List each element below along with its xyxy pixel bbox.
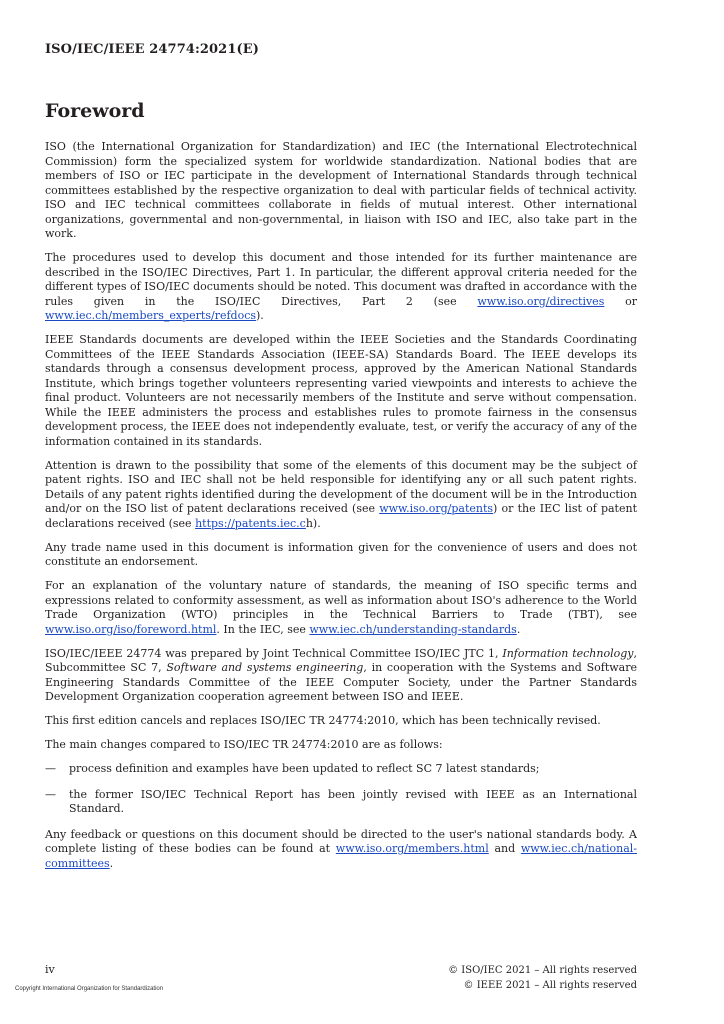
paragraph-feedback	[45, 828, 637, 872]
paragraph-text: The procedures used to develop this document and those intended for its further maintenance are described in the ISO/IEC Directives, Part 1. In particular, the different approval criteria needed for the different types of ISO/IEC documents should be noted. This document was drafted in accordance with the rules given in the ISO/IEC Directives, Part 2 (see	[45, 251, 637, 308]
link-iec-national-committees[interactable]: www.iec.ch/national-committees	[45, 842, 637, 870]
paragraph-main-changes: The main changes compared to ISO/IEC TR 24774:2010 are as follows:	[45, 738, 443, 751]
paragraph-text: .	[516, 622, 521, 636]
paragraph-text: ISO/IEC/IEEE 24774 was prepared by Joint Technical Committee ISO/IEC JTC 1,	[45, 646, 503, 660]
list-item	[45, 762, 637, 777]
paragraph-prepared-by	[45, 647, 637, 705]
document-id-header: ISO/IEC/IEEE 24774:2021(E)	[45, 42, 259, 57]
paragraph-text: Attention is drawn to the possibility that some of the elements of this document may be the subject of patent rights. ISO and IEC shall not be held responsible for identifying any or all such patent rights. Details of any patent rights identified during the development of the document will be in the Introduction and/or on the ISO list of patent declarations received (see	[45, 458, 637, 515]
paragraph-ieee: IEEE Standards documents are developed within the IEEE Societies and the Standards Coordinating Committees of the IEEE Standards Association (IEEE-SA) Standards Board. The IEEE develops its standards through a consensus development process, approved by the American National Standards Institute, which brings together volunteers representing varied viewpoints and interests to achieve the final product. Volunteers are not necessarily members of the Institute and serve without compensation. While the IEEE administers the process and establishes rules to promote fairness in the consensus development process, the IEEE does not independently evaluate, test, or verify the accuracy of any of the information contained in its standards.	[45, 333, 637, 448]
dash-bullet: —	[45, 762, 56, 775]
dash-bullet: —	[45, 787, 56, 801]
page-title: Foreword	[45, 100, 145, 122]
paragraph-text: h).	[305, 516, 321, 530]
paragraph-text: ) or the IEC list of patent declarations received (see	[45, 502, 637, 530]
copyright-watermark: Copyright International Organization for Standardization	[15, 986, 164, 992]
emphasis-text: Information technology	[502, 646, 634, 660]
link-iec-understanding-standards[interactable]: www.iec.ch/understanding-standards	[309, 622, 517, 636]
paragraph-trade-name: Any trade name used in this document is information given for the convenience of users and does not constitute an endorsement.	[45, 540, 637, 568]
link-iec-patents[interactable]: https://patents.iec.c	[195, 516, 306, 530]
paragraph-text: Any feedback or questions on this document should be directed to the user's national standards body. A complete listing of these bodies can be found at	[45, 827, 637, 855]
paragraph-first-edition: This first edition cancels and replaces ISO/IEC TR 24774:2010, which has been technically revised.	[45, 714, 601, 727]
link-iso-members[interactable]: www.iso.org/members.html	[335, 842, 489, 855]
paragraph-voluntary	[45, 579, 637, 637]
paragraph-procedures	[45, 251, 637, 324]
paragraph-text: , in cooperation with the Systems and Software Engineering Standards Committee of the IEEE Computer Society, under the Partner Standards Development Organization cooperation agreement between ISO and IEEE.	[45, 661, 637, 703]
paragraph-text: For an explanation of the voluntary nature of standards, the meaning of ISO specific terms and expressions related to conformity assessment, as well as information about ISO's adherence to the World Trade Organization (WTO) principles in the Technical Barriers to Trade (TBT), see	[45, 579, 637, 621]
link-iso-foreword[interactable]: www.iso.org/iso/foreword.html	[45, 622, 217, 636]
copyright-iso: © ISO/IEC 2021 – All rights reserved	[448, 965, 637, 976]
paragraph-patents	[45, 459, 637, 532]
link-iec-refdocs[interactable]: www.iec.ch/members_experts/refdocs	[45, 309, 257, 322]
paragraph-iso-iec: ISO (the International Organization for Standardization) and IEC (the International Electrotechnical Commission) form the specialized system for worldwide standardization. National bodies that are members of ISO or IEC participate in the development of International Standards through technical committees established by the respective organization to deal with particular fields of technical activity. ISO and IEC technical committees collaborate in fields of mutual interest. Other international organizations, governmental and non-governmental, in liaison with ISO and IEC, also take part in the work.	[45, 140, 637, 240]
link-iso-patents[interactable]: www.iso.org/patents	[379, 502, 494, 515]
paragraph-text: . In the IEC, see	[216, 622, 310, 636]
list-item-text: the former ISO/IEC Technical Report has been jointly revised with IEEE as an International Standard.	[69, 787, 637, 815]
paragraph-text: .	[109, 856, 114, 870]
link-iso-directives[interactable]: www.iso.org/directives	[477, 294, 605, 308]
paragraph-text: ).	[256, 309, 264, 322]
paragraph-text: , Subcommittee SC 7,	[45, 646, 637, 674]
emphasis-text: Software and systems engineering	[166, 661, 364, 674]
list-item	[45, 788, 637, 817]
page-number: iv	[45, 963, 55, 976]
copyright-ieee: © IEEE 2021 – All rights reserved	[463, 980, 637, 991]
foreword-body	[45, 140, 637, 881]
list-item-text: process definition and examples have been updated to reflect SC 7 latest standards;	[69, 762, 540, 775]
paragraph-text: or	[604, 294, 637, 308]
paragraph-text: and	[488, 842, 521, 855]
